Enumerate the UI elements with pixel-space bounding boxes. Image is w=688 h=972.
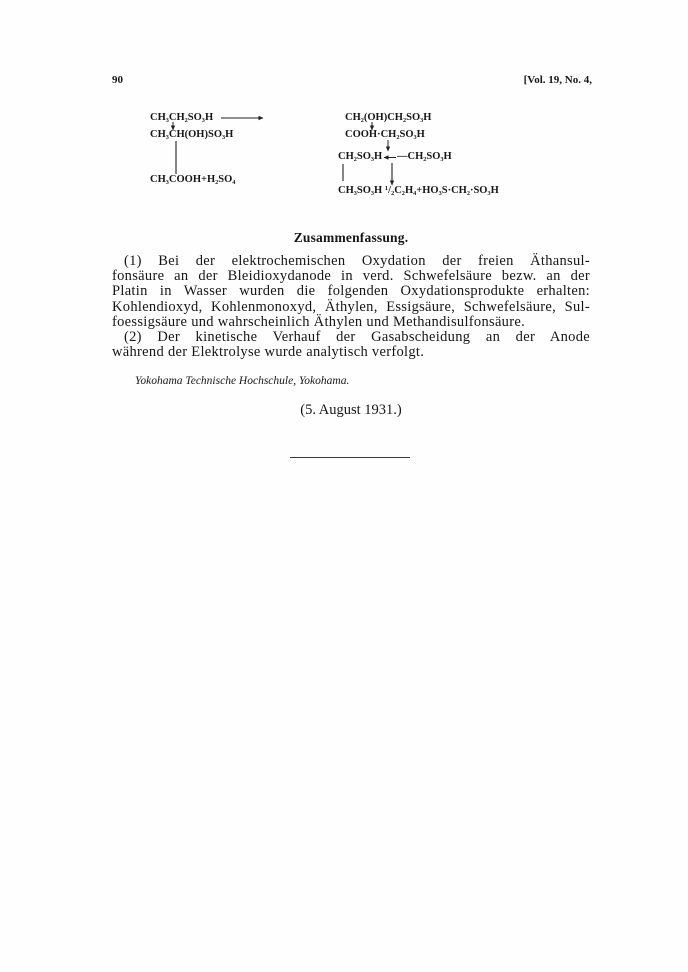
formula-left-start: CH₃CH₂SO₃H	[150, 112, 214, 123]
end-rule-divider	[290, 457, 410, 458]
summary-line: foessigsäure und wahrscheinlich Äthylen und Methandisulfonsäure.	[112, 313, 526, 330]
summary-line: (1) Bei der elektrochemischen Oxydation der freien Äthansul-	[124, 253, 590, 269]
author-affiliation: Yokohama Technische Hochschule, Yokohama.	[135, 375, 350, 387]
formula-right-split-left: CH₂SO₃H	[338, 151, 383, 162]
formula-left-products: CH₃COOH+H₂SO₄	[150, 174, 236, 185]
formula-left-intermediate: CH₃CH(OH)SO₃H	[150, 129, 234, 140]
formula-right-intermediate: COOH·CH₂SO₃H	[345, 129, 425, 140]
summary-line: während der Elektrolyse wurde analytisch verfolgt.	[112, 344, 425, 361]
volume-info: [Vol. 19, No. 4,	[523, 74, 592, 86]
formula-right-product-left: CH₃SO₃H	[338, 185, 383, 196]
formula-right-product-right: ¹/₂C₂H₄+HO₃S·CH₂·SO₃H	[385, 185, 499, 196]
page-number: 90	[112, 74, 123, 86]
summary-line: fonsäure an der Bleidioxydanode in verd. Schwefelsäure bezw. an der	[112, 268, 590, 285]
summary-line: Kohlendioxyd, Kohlenmonoxyd, Äthylen, Essigsäure, Schwefelsäure, Sul-	[112, 298, 590, 315]
summary-line: (2) Der kinetische Verhauf der Gasabscheidung an der Anode	[124, 328, 590, 345]
section-heading: Zusammenfassung.	[293, 230, 409, 245]
received-date: (5. August 1931.)	[300, 402, 402, 418]
summary-line: Platin in Wasser wurden die folgenden Oxydationsprodukte erhalten:	[112, 283, 590, 300]
formula-right-split-right: —CH₂SO₃H	[397, 151, 452, 162]
reaction-scheme-arrows	[0, 0, 688, 200]
formula-right-start: CH₂(OH)CH₂SO₃H	[345, 112, 432, 123]
summary-paragraph	[112, 254, 590, 360]
